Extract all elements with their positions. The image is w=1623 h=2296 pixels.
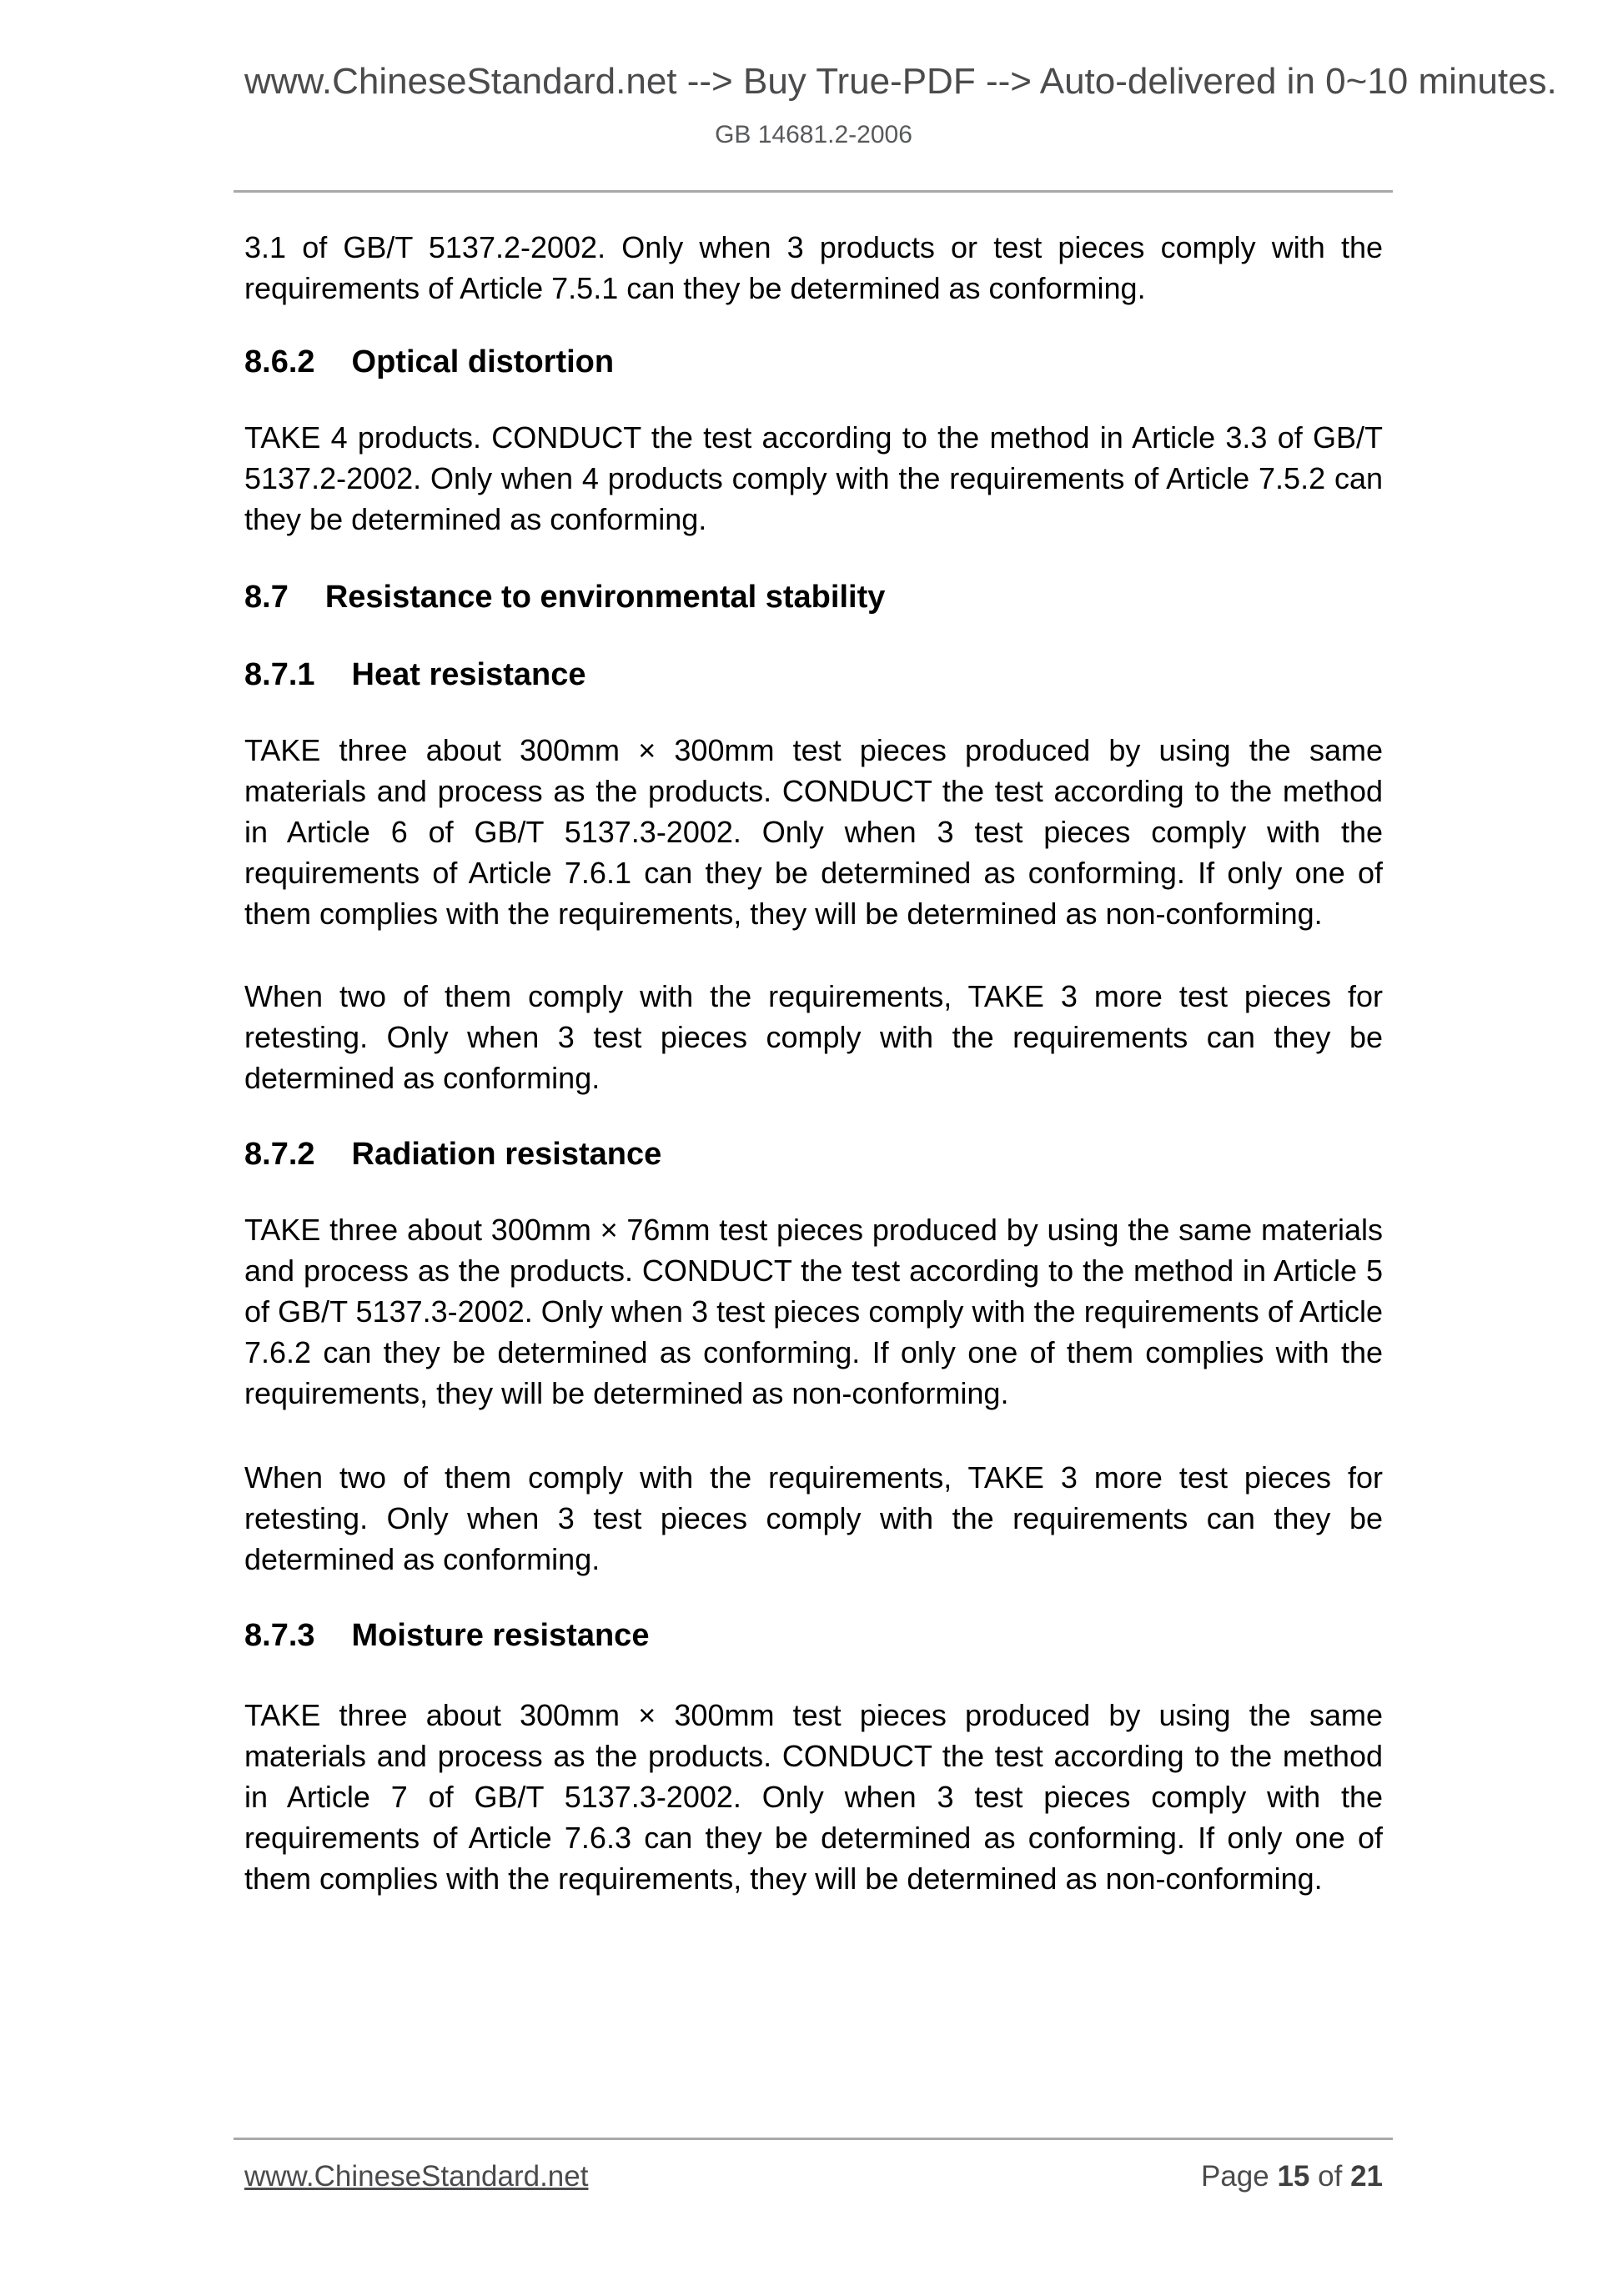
of-label: of (1318, 2160, 1343, 2193)
heading-title: Moisture resistance (351, 1618, 650, 1653)
footer (244, 2158, 1383, 2195)
header-divider (234, 190, 1393, 193)
heading-number: 8.7.3 (244, 1618, 315, 1653)
page-number (1201, 2158, 1383, 2195)
heading-8-7-2 (244, 1134, 1383, 1175)
heading-title: Resistance to environmental stability (324, 580, 886, 615)
page-current: 15 (1277, 2160, 1310, 2193)
paragraph-continuation: 3.1 of GB/T 5137.2-2002. Only when 3 products or test pieces comply with the requirements of Article 7.5.1 can they be determined as conforming. (244, 230, 1383, 305)
heading-number: 8.7.1 (244, 657, 315, 692)
heading-title: Radiation resistance (351, 1137, 662, 1172)
heading-8-7-3 (244, 1615, 1383, 1656)
paragraph-radiation-resistance: TAKE three about 300mm × 76mm test pieces produced by using the same materials and process as the products. CONDUCT the test according to the method in Article 5 of GB/T 5137.3-2002. Only when 3 test pieces comply with the requirements of Article 7.6.2 can they be determined as conforming. If only one of them complies with the requirements, they will be determined as non-conforming. (244, 1213, 1383, 1410)
paragraph-moisture-resistance: TAKE three about 300mm × 300mm test pieces produced by using the same materials and process as the products. CONDUCT the test according to the method in Article 7 of GB/T 5137.3-2002. Only when 3 test pieces comply with the requirements of Article 7.6.3 can they be determined as conforming. If only one of them complies with the requirements, they will be determined as non-conforming. (244, 1698, 1383, 1896)
paragraph-radiation-retesting: When two of them comply with the requirements, TAKE 3 more test pieces for retesting. Only when 3 test pieces comply with the requirements can they be determined as conforming. (244, 1460, 1383, 1576)
document-body (244, 227, 1383, 1899)
page-total: 21 (1350, 2160, 1383, 2193)
footer-divider (234, 2138, 1393, 2140)
footer-site-link[interactable]: www.ChineseStandard.net (244, 2160, 589, 2193)
heading-title: Optical distortion (351, 344, 615, 379)
paragraph-heat-resistance: TAKE three about 300mm × 300mm test pieces produced by using the same materials and process as the products. CONDUCT the test according to the method in Article 6 of GB/T 5137.3-2002. Only when 3 test pieces comply with the requirements of Article 7.6.1 can they be determined as conforming. If only one of them complies with the requirements, they will be determined as non-conforming. (244, 733, 1383, 931)
heading-8-7-1 (244, 655, 1383, 696)
paragraph-heat-retesting: When two of them comply with the requirements, TAKE 3 more test pieces for retesting. Only when 3 test pieces comply with the requirements can they be determined as conforming. (244, 979, 1383, 1095)
heading-8-7 (244, 577, 1383, 618)
heading-number: 8.7 (244, 580, 289, 615)
heading-number: 8.7.2 (244, 1137, 315, 1172)
header-banner: www.ChineseStandard.net --> Buy True-PDF --> Auto-delivered in 0~10 minutes. (244, 61, 1557, 102)
page-label: Page (1200, 2160, 1269, 2193)
paragraph-optical-distortion: TAKE 4 products. CONDUCT the test according to the method in Article 3.3 of GB/T 5137.2-2002. Only when 4 products comply with the requirements of Article 7.5.2 can they be determined as conforming. (244, 420, 1383, 536)
heading-title: Heat resistance (351, 657, 586, 692)
heading-8-6-2 (244, 342, 1383, 383)
heading-number: 8.6.2 (244, 344, 315, 379)
header-doc-number: GB 14681.2-2006 (715, 121, 912, 148)
